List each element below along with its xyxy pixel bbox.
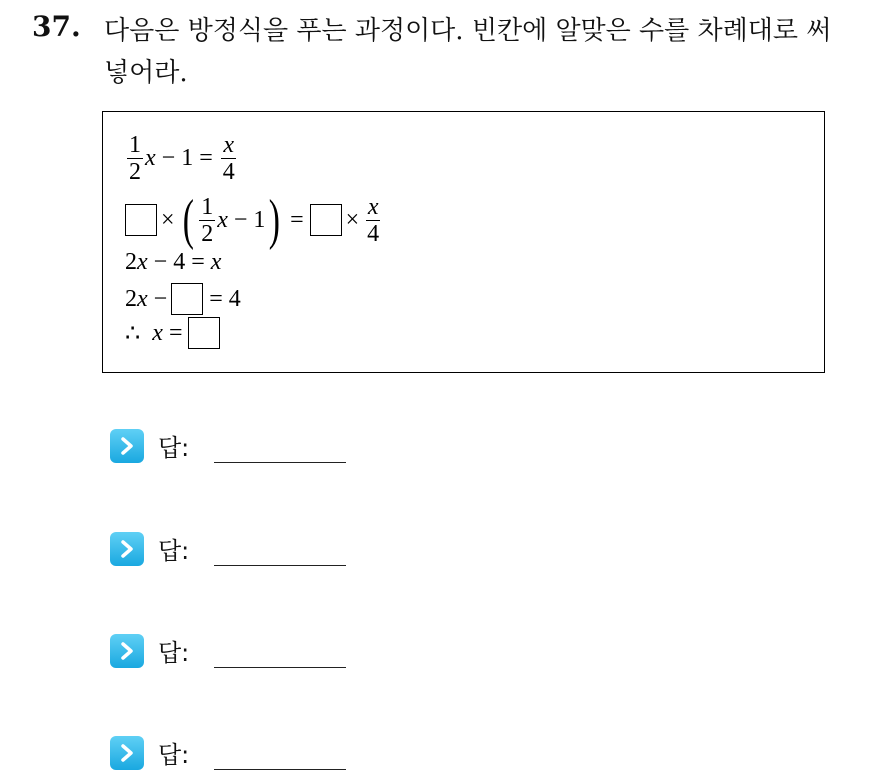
variable-x: x bbox=[145, 145, 156, 171]
fraction bbox=[127, 132, 143, 185]
denominator: 2 bbox=[129, 159, 141, 185]
numerator: x bbox=[223, 132, 235, 158]
chevron-right-icon bbox=[110, 429, 144, 463]
equals-sign: = bbox=[290, 206, 304, 233]
question-text-line1: 다음은 방정식을 푸는 과정이다. 빈칸에 알맞은 수를 차례대로 써 bbox=[104, 16, 832, 46]
answer-input-line[interactable] bbox=[214, 769, 346, 770]
answer-label: 답: bbox=[158, 434, 190, 462]
fraction bbox=[365, 194, 381, 247]
answer-input-line[interactable] bbox=[214, 667, 346, 668]
right-side: = 4 bbox=[209, 285, 241, 312]
question-number: 37. bbox=[32, 10, 81, 43]
blank-box-2[interactable] bbox=[310, 204, 342, 236]
answer-row-1 bbox=[110, 428, 189, 463]
coefficient: 2 bbox=[125, 249, 137, 275]
constant: 1 bbox=[253, 206, 266, 233]
minus-sign: − bbox=[161, 145, 176, 171]
numerator: 1 bbox=[129, 132, 141, 158]
coefficient: 2 bbox=[125, 285, 137, 312]
equation-line-3 bbox=[125, 249, 221, 276]
answer-label: 답: bbox=[158, 741, 190, 769]
left-paren: ( bbox=[182, 189, 194, 251]
chevron-right-icon bbox=[110, 532, 144, 566]
blank-box-4[interactable] bbox=[188, 317, 220, 349]
question-text-line2: 넣어라. bbox=[104, 58, 188, 88]
right-paren: ) bbox=[269, 189, 281, 251]
answer-input-line[interactable] bbox=[214, 565, 346, 566]
denominator: 4 bbox=[222, 159, 235, 185]
fraction bbox=[221, 132, 237, 185]
answer-row-3 bbox=[110, 633, 189, 668]
equation-line-2 bbox=[125, 189, 383, 251]
answer-label: 답: bbox=[158, 537, 190, 565]
equation-line-1 bbox=[125, 132, 239, 185]
equation-box bbox=[102, 111, 825, 373]
variable-x: x bbox=[137, 249, 148, 275]
times-sign: × bbox=[161, 206, 175, 233]
question-text bbox=[104, 10, 864, 94]
numerator: x bbox=[367, 193, 379, 220]
variable-x: x bbox=[152, 319, 163, 346]
denominator: 4 bbox=[367, 220, 380, 247]
equation-line-5 bbox=[125, 317, 220, 349]
equals-sign: = bbox=[168, 319, 183, 346]
blank-box-3[interactable] bbox=[171, 283, 203, 315]
variable-x: x bbox=[217, 206, 228, 233]
chevron-right-icon bbox=[110, 736, 144, 770]
minus-sign: − bbox=[147, 285, 168, 312]
numerator: 1 bbox=[201, 193, 214, 220]
answer-row-4 bbox=[110, 735, 189, 770]
minus-sign: − bbox=[233, 206, 248, 233]
equation-line-4 bbox=[125, 283, 241, 315]
expression-rest: − 4 = bbox=[147, 249, 211, 275]
chevron-right-icon bbox=[110, 634, 144, 668]
denominator: 2 bbox=[201, 220, 214, 247]
times-sign: × bbox=[345, 206, 360, 233]
variable-x: x bbox=[137, 285, 148, 312]
therefore-symbol: ∴ bbox=[125, 320, 141, 347]
answer-label: 답: bbox=[158, 639, 190, 667]
constant: 1 bbox=[181, 145, 194, 171]
answer-input-line[interactable] bbox=[214, 462, 346, 463]
blank-box-1[interactable] bbox=[125, 204, 157, 236]
answer-row-2 bbox=[110, 531, 189, 566]
fraction bbox=[199, 194, 215, 247]
equals-sign: = bbox=[199, 145, 213, 171]
variable-x: x bbox=[210, 249, 222, 275]
